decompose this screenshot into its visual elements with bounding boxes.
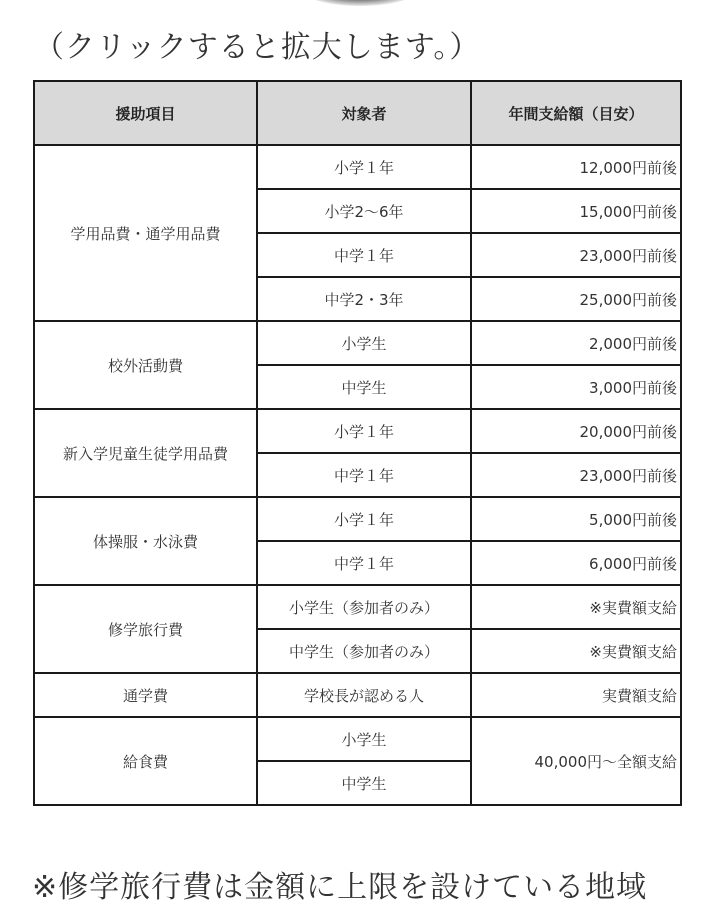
target-cell: 小学１年 bbox=[257, 497, 471, 541]
target-cell: 中学１年 bbox=[257, 453, 471, 497]
aid-item-cell: 校外活動費 bbox=[34, 321, 257, 409]
aid-item-cell: 通学費 bbox=[34, 673, 257, 717]
footnote-text: ※修学旅行費は金額に上限を設けている地域 bbox=[32, 870, 648, 905]
amount-cell: 3,000円前後 bbox=[471, 365, 681, 409]
amount-cell: 20,000円前後 bbox=[471, 409, 681, 453]
target-cell: 学校長が認める人 bbox=[257, 673, 471, 717]
aid-table[interactable] bbox=[33, 80, 682, 806]
header-target: 対象者 bbox=[257, 81, 471, 145]
target-cell: 小学生 bbox=[257, 321, 471, 365]
amount-cell: 実費額支給 bbox=[471, 673, 681, 717]
target-cell: 中学2・3年 bbox=[257, 277, 471, 321]
target-cell: 中学生（参加者のみ） bbox=[257, 629, 471, 673]
amount-cell: 15,000円前後 bbox=[471, 189, 681, 233]
target-cell: 中学１年 bbox=[257, 233, 471, 277]
amount-cell: 40,000円〜全額支給 bbox=[471, 717, 681, 805]
header-annual-amount: 年間支給額（目安） bbox=[471, 81, 681, 145]
aid-item-cell: 体操服・水泳費 bbox=[34, 497, 257, 585]
target-cell: 小学2〜6年 bbox=[257, 189, 471, 233]
aid-item-cell: 新入学児童生徒学用品費 bbox=[34, 409, 257, 497]
table-row bbox=[34, 409, 681, 453]
table-row bbox=[34, 673, 681, 717]
top-image-edge bbox=[300, 0, 420, 6]
amount-cell: 23,000円前後 bbox=[471, 453, 681, 497]
amount-cell: 6,000円前後 bbox=[471, 541, 681, 585]
target-cell: 小学１年 bbox=[257, 145, 471, 189]
amount-cell: ※実費額支給 bbox=[471, 585, 681, 629]
target-cell: 小学１年 bbox=[257, 409, 471, 453]
aid-item-cell: 給食費 bbox=[34, 717, 257, 805]
amount-cell: 5,000円前後 bbox=[471, 497, 681, 541]
amount-cell: 12,000円前後 bbox=[471, 145, 681, 189]
table-row bbox=[34, 145, 681, 189]
target-cell: 小学生 bbox=[257, 717, 471, 761]
amount-cell: 23,000円前後 bbox=[471, 233, 681, 277]
table-row bbox=[34, 321, 681, 365]
target-cell: 小学生（参加者のみ） bbox=[257, 585, 471, 629]
amount-cell: 25,000円前後 bbox=[471, 277, 681, 321]
target-cell: 中学生 bbox=[257, 365, 471, 409]
aid-item-cell: 学用品費・通学用品費 bbox=[34, 145, 257, 321]
aid-item-cell: 修学旅行費 bbox=[34, 585, 257, 673]
click-to-enlarge-caption[interactable]: （クリックすると拡大します。） bbox=[34, 30, 481, 65]
amount-cell: 2,000円前後 bbox=[471, 321, 681, 365]
amount-cell: ※実費額支給 bbox=[471, 629, 681, 673]
table-row bbox=[34, 497, 681, 541]
target-cell: 中学１年 bbox=[257, 541, 471, 585]
table-row bbox=[34, 717, 681, 761]
header-aid-item: 援助項目 bbox=[34, 81, 257, 145]
target-cell: 中学生 bbox=[257, 761, 471, 805]
table-row bbox=[34, 585, 681, 629]
table-header-row bbox=[34, 81, 681, 145]
